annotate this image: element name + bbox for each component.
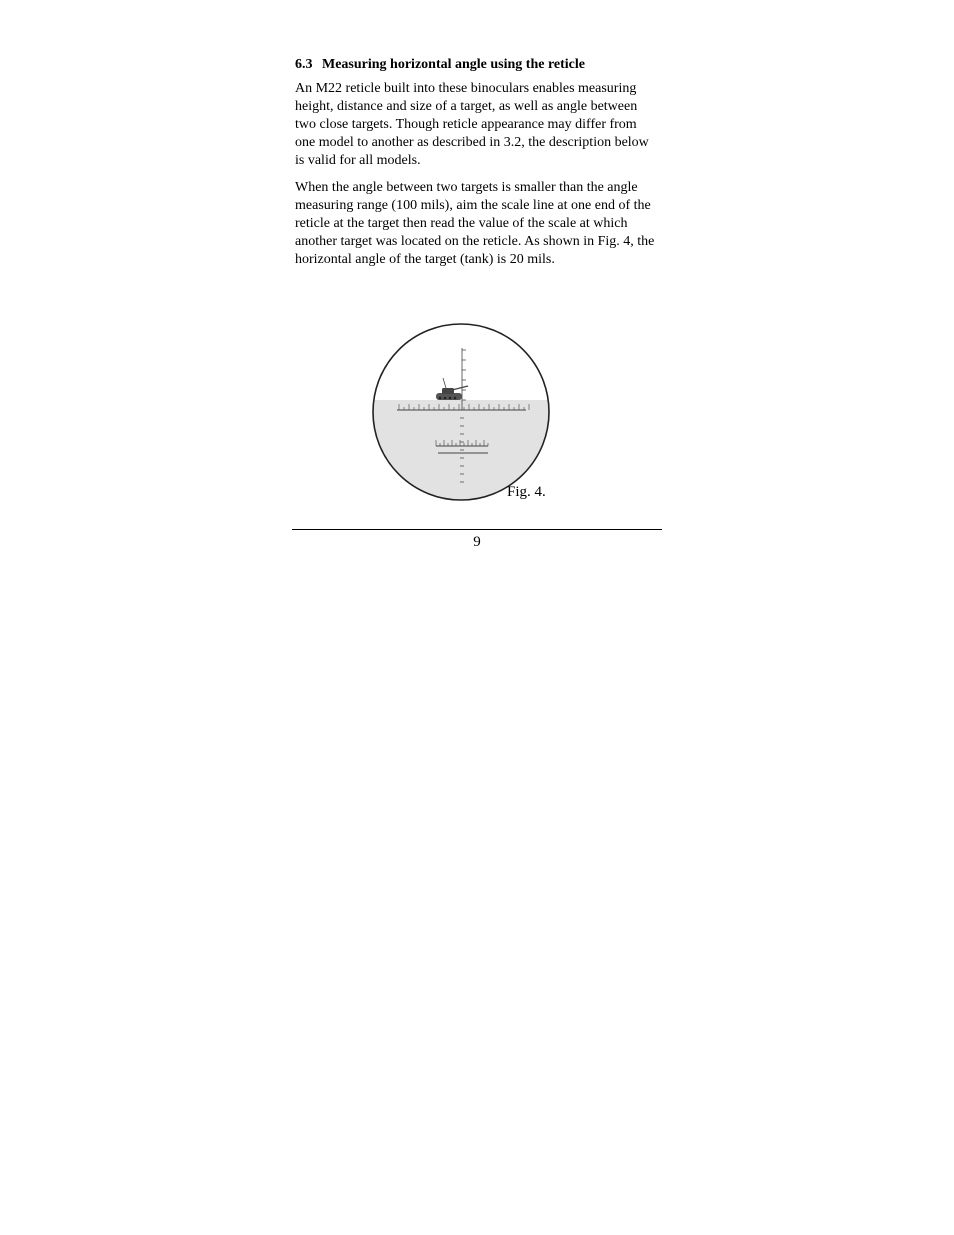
section-heading xyxy=(295,56,657,74)
section-title: Measuring horizontal angle using the reticle xyxy=(322,57,585,72)
paragraph-intro: An M22 reticle built into these binoculars enables measuring height, distance and size of a target, as well as angle between two close targets. Though reticle appearance may differ from one model to another as described in 3.2, the description below is valid for all models. xyxy=(295,81,649,168)
paragraph-procedure: When the angle between two targets is smaller than the angle measuring range (100 mils), aim the scale line at one end of the reticle at the target then read the value of the scale at which another target was located on the reticle. As shown in Fig. 4, the horizontal angle of the target (tank) is 20 mils. xyxy=(295,180,655,267)
footer-rule xyxy=(292,529,662,530)
reticle-illustration xyxy=(370,322,554,502)
section-number: 6.3 xyxy=(295,57,313,72)
figure-caption: Fig. 4. xyxy=(507,484,546,500)
text-column xyxy=(295,56,657,278)
page-number: 9 xyxy=(473,534,481,550)
reticle-figure xyxy=(370,322,554,502)
